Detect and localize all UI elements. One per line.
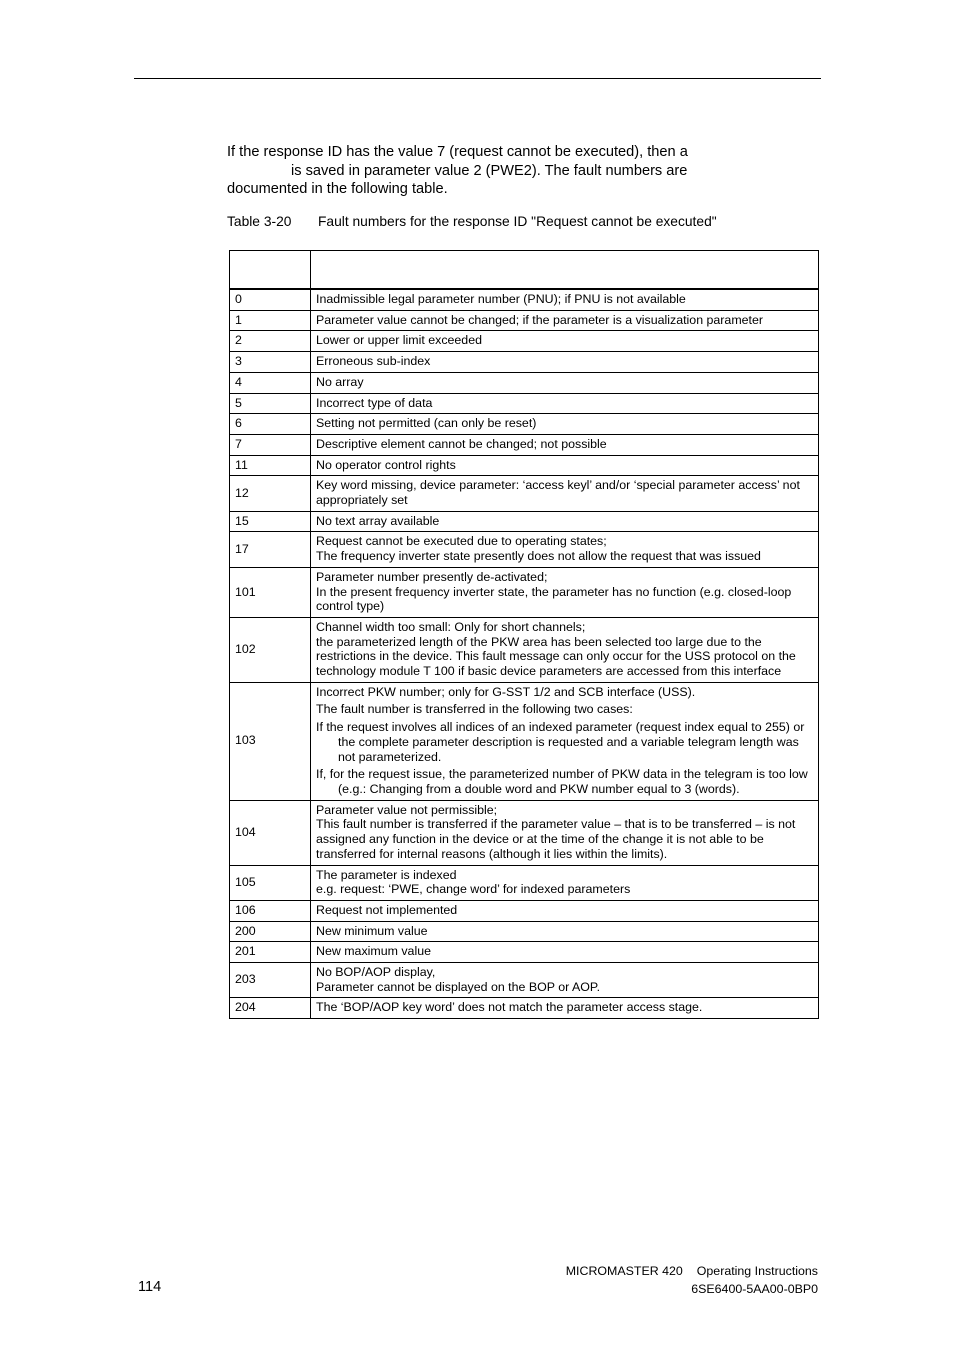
description-line: No array xyxy=(316,374,364,389)
fault-number-cell: 11 xyxy=(230,455,311,476)
description-line: Request cannot be executed due to operating states; xyxy=(316,534,607,549)
description-line: The ‘BOP/AOP key word’ does not match the parameter access stage. xyxy=(316,1000,703,1015)
fault-number-cell: 5 xyxy=(230,393,311,414)
table-row xyxy=(230,532,819,567)
table-caption-number: Table 3-20 xyxy=(227,214,292,229)
table-row xyxy=(230,865,819,900)
description-line: Parameter number presently de-activated; xyxy=(316,569,548,584)
fault-description-cell xyxy=(311,372,819,393)
table-row xyxy=(230,372,819,393)
fault-description-cell xyxy=(311,434,819,455)
fault-description-cell xyxy=(311,942,819,963)
description-line: Erroneous sub-index xyxy=(316,354,431,369)
description-line: No BOP/AOP display, xyxy=(316,965,436,980)
fault-numbers-table xyxy=(229,250,819,1019)
fault-number-cell: 200 xyxy=(230,921,311,942)
fault-description-cell xyxy=(311,476,819,511)
fault-description-cell xyxy=(311,865,819,900)
table-row xyxy=(230,393,819,414)
fault-number-cell: 101 xyxy=(230,567,311,617)
fault-description-cell xyxy=(311,998,819,1019)
fault-description-cell xyxy=(311,289,819,310)
description-line: Channel width too small: Only for short channels; xyxy=(316,619,586,634)
fault-description-cell xyxy=(311,617,819,682)
description-paragraph: Incorrect PKW number; only for G-SST 1/2 and SCB interface (USS). xyxy=(316,684,696,699)
fault-description-cell xyxy=(311,393,819,414)
fault-number-cell: 105 xyxy=(230,865,311,900)
footer-title xyxy=(566,1263,818,1279)
description-line: Parameter value not permissible; xyxy=(316,802,498,817)
table-row xyxy=(230,455,819,476)
fault-number-cell: 4 xyxy=(230,372,311,393)
footer-product: MICROMASTER 420 xyxy=(565,1264,683,1278)
description-line: Key word missing, device parameter: ‘access keyl’ and/or ‘special parameter access’ not appropriately set xyxy=(316,478,800,508)
footer-order-number: 6SE6400-5AA00-0BP0 xyxy=(691,1282,818,1296)
table-row xyxy=(230,310,819,331)
description-paragraph: The fault number is transferred in the following two cases: xyxy=(316,702,633,717)
fault-number-cell: 104 xyxy=(230,800,311,865)
fault-description-cell xyxy=(311,900,819,921)
description-line: Descriptive element cannot be changed; not possible xyxy=(316,436,607,451)
fault-number-cell: 17 xyxy=(230,532,311,567)
description-line: No text array available xyxy=(316,513,440,528)
table-row xyxy=(230,900,819,921)
fault-description-cell xyxy=(311,532,819,567)
table-row xyxy=(230,800,819,865)
description-line: Parameter value cannot be changed; if the parameter is a visualization parameter xyxy=(316,312,764,327)
fault-description-cell xyxy=(311,800,819,865)
description-line: No operator control rights xyxy=(316,457,456,472)
description-line: Inadmissible legal parameter number (PNU); if PNU is not available xyxy=(316,292,686,306)
fault-number-cell: 201 xyxy=(230,942,311,963)
description-line: This fault number is transferred if the parameter value – that is to be transferred – is not assigned any function in the device or at the time of the change it is not able to be transferred for internal reasons (although it lies within the limits). xyxy=(316,817,796,861)
description-paragraph: If, for the request issue, the parameterized number of PKW data in the telegram is too low (e.g.: Changing from a double word and PKW number equal to 3 (words). xyxy=(316,767,808,796)
table-row xyxy=(230,414,819,435)
description-paragraph: If the request involves all indices of an indexed parameter (request index equal to 255) or the complete parameter description is requested and a variable telegram length was not parameterized. xyxy=(316,720,805,764)
fault-number-cell: 3 xyxy=(230,352,311,373)
table-row xyxy=(230,942,819,963)
table-row xyxy=(230,963,819,998)
description-line: the parameterized length of the PKW area has been selected too large due to the restrictions in the device. This fault message can only occur for the USS protocol on the technology module T 100 if basic device parameters are accessed from this interface xyxy=(316,634,796,679)
fault-number-cell: 204 xyxy=(230,998,311,1019)
header-cell-fault-number xyxy=(230,251,311,290)
table-row xyxy=(230,434,819,455)
fault-description-cell xyxy=(311,963,819,998)
footer-doc-type: Operating Instructions xyxy=(696,1264,818,1278)
table-row xyxy=(230,998,819,1019)
description-line: The parameter is indexed xyxy=(316,867,457,882)
table-header-row xyxy=(230,251,819,290)
description-line: The frequency inverter state presently does not allow the request that was issued xyxy=(316,549,761,564)
fault-number-cell: 12 xyxy=(230,476,311,511)
description-line: New maximum value xyxy=(316,944,431,959)
fault-description-cell xyxy=(311,331,819,352)
header-rule xyxy=(134,78,821,79)
header-cell-meaning xyxy=(311,251,819,290)
fault-number-cell: 102 xyxy=(230,617,311,682)
intro-line-1: If the response ID has the value 7 (request cannot be executed), then a xyxy=(227,144,688,160)
fault-number-cell: 203 xyxy=(230,963,311,998)
table-row xyxy=(230,921,819,942)
fault-description-cell xyxy=(311,567,819,617)
fault-description-cell xyxy=(311,310,819,331)
table-row xyxy=(230,331,819,352)
table-row xyxy=(230,511,819,532)
fault-number-cell: 103 xyxy=(230,682,311,800)
table-row xyxy=(230,567,819,617)
fault-number-cell: 1 xyxy=(230,310,311,331)
intro-paragraph xyxy=(227,143,827,199)
fault-description-cell xyxy=(311,682,819,800)
fault-number-cell: 7 xyxy=(230,434,311,455)
fault-description-cell xyxy=(311,414,819,435)
table-row xyxy=(230,476,819,511)
fault-number-cell: 15 xyxy=(230,511,311,532)
fault-number-cell: 6 xyxy=(230,414,311,435)
fault-description-cell xyxy=(311,455,819,476)
fault-description-cell xyxy=(311,921,819,942)
fault-number-cell: 0 xyxy=(230,289,311,310)
description-line: e.g. request: ‘PWE, change word’ for indexed parameters xyxy=(316,882,631,897)
description-line: Request not implemented xyxy=(316,902,458,917)
table-row xyxy=(230,682,819,800)
intro-line-3: documented in the following table. xyxy=(227,181,448,197)
table-body xyxy=(230,289,819,1019)
description-line: Setting not permitted (can only be reset) xyxy=(316,416,537,431)
table-row xyxy=(230,352,819,373)
table-caption xyxy=(227,213,717,231)
description-line: Parameter cannot be displayed on the BOP or AOP. xyxy=(316,979,601,994)
description-line: Incorrect type of data xyxy=(316,395,433,410)
fault-number-cell: 106 xyxy=(230,900,311,921)
description-line: Lower or upper limit exceeded xyxy=(316,333,482,348)
table-row xyxy=(230,617,819,682)
fault-description-cell xyxy=(311,511,819,532)
description-line: New minimum value xyxy=(316,923,428,938)
table-caption-text: Fault numbers for the response ID "Request cannot be executed" xyxy=(318,214,717,229)
description-line: In the present frequency inverter state, the parameter has no function (e.g. closed-loop control type) xyxy=(316,584,792,614)
fault-number-cell: 2 xyxy=(230,331,311,352)
fault-description-cell xyxy=(311,352,819,373)
table-row xyxy=(230,289,819,310)
intro-line-2: is saved in parameter value 2 (PWE2). The fault numbers are xyxy=(291,162,688,179)
page-number: 114 xyxy=(138,1279,162,1295)
